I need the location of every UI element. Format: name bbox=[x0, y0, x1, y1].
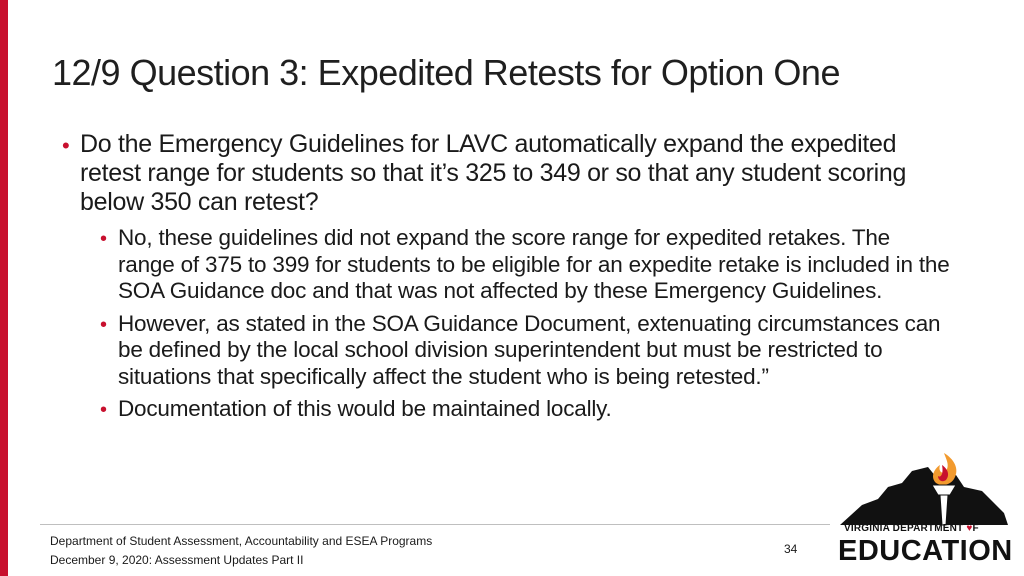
page-title: 12/9 Question 3: Expedited Retests for Option One bbox=[52, 52, 840, 93]
left-accent-bar bbox=[0, 0, 8, 576]
page-number: 34 bbox=[784, 542, 798, 556]
logo-line2: EDUCATION bbox=[838, 535, 1013, 567]
virginia-torch-icon bbox=[832, 447, 1012, 527]
slide-content bbox=[62, 130, 952, 423]
bullet-level2 bbox=[100, 225, 952, 305]
sub-bullet-text: However, as stated in the SOA Guidance Document, extenuating circumstances can be defined by the local school division superintendent but must be restricted to situations that specifically affect the student who is being retested.” bbox=[118, 310, 941, 389]
sub-bullet-text: Documentation of this would be maintained locally. bbox=[118, 396, 612, 421]
bullet-dot-icon: • bbox=[100, 228, 107, 250]
bullet-dot-icon: • bbox=[100, 313, 107, 336]
footer-divider bbox=[40, 524, 830, 525]
footer-date: December 9, 2020: Assessment Updates Part II bbox=[50, 553, 304, 567]
logo-line1: VIRGINIA DEPARTMENT ♥F bbox=[844, 523, 979, 534]
footer-department: Department of Student Assessment, Accountability and ESEA Programs bbox=[50, 534, 433, 548]
heart-icon: ♥ bbox=[966, 523, 973, 534]
sub-bullet-text: No, these guidelines did not expand the score range for expedited retakes. The range of 375 to 399 for students to be eligible for an expedite retake is included in the SOA Guidance doc and that was not affected by these Emergency Guidelines. bbox=[118, 225, 950, 303]
bullet-level2 bbox=[100, 311, 952, 391]
bullet-text: Do the Emergency Guidelines for LAVC automatically expand the expedited retest range for students so that it’s 325 to 349 or so that any student scoring below 350 can retest? bbox=[80, 130, 907, 216]
bullet-dot-icon: • bbox=[62, 133, 70, 158]
vdoe-logo bbox=[832, 447, 1012, 571]
bullet-level1 bbox=[62, 130, 952, 217]
bullet-dot-icon: • bbox=[100, 399, 107, 421]
bullet-level2 bbox=[100, 396, 952, 423]
